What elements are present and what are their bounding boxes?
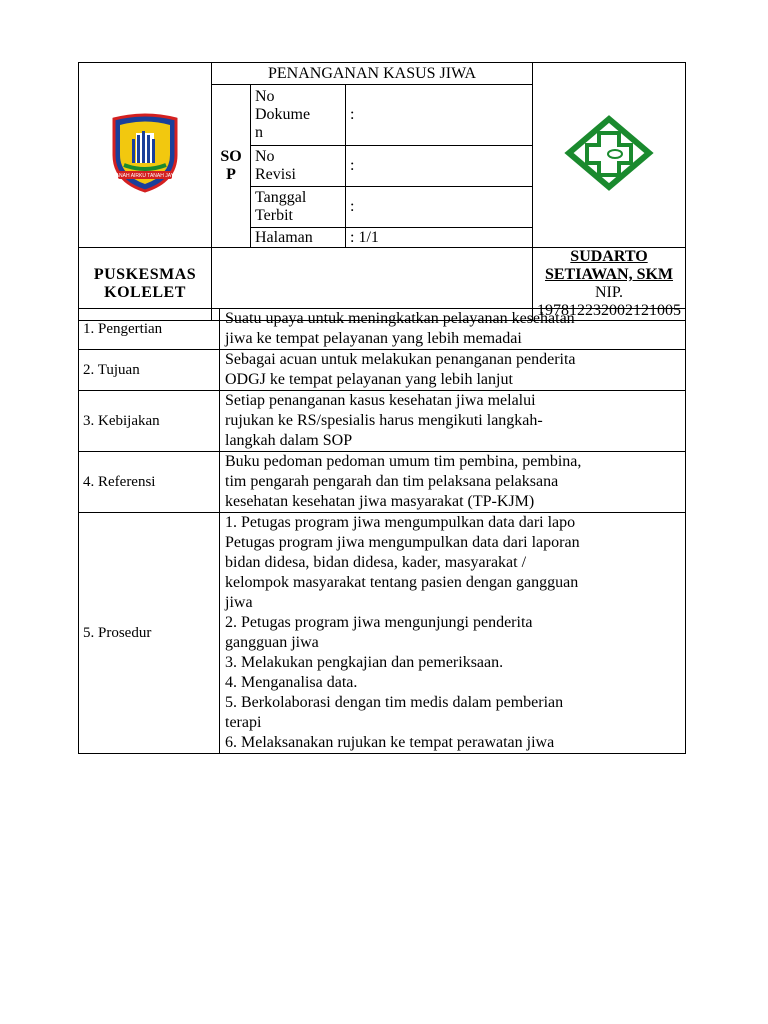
table-row	[79, 391, 686, 452]
row-content: Sebagai acuan untuk melakukan penanganan penderita ODGJ ke tempat pelayanan yang lebih lanjut	[220, 350, 686, 391]
table-row	[79, 309, 686, 350]
field-value-tanggal-terbit: :	[346, 187, 533, 228]
left-logo-cell	[79, 63, 212, 248]
table-row	[79, 452, 686, 513]
right-logo-cell	[533, 63, 686, 248]
sop-label: SO P	[212, 85, 251, 248]
row-content: Setiap penanganan kasus kesehatan jiwa melalui rujukan ke RS/spesialis harus mengikuti langkah- langkah dalam SOP	[220, 391, 686, 452]
row-label: 3. Kebijakan	[79, 391, 220, 452]
row-label: 1. Pengertian	[79, 309, 220, 350]
row-label: 2. Tujuan	[79, 350, 220, 391]
organization-name: PUSKESMAS KOLELET	[79, 248, 212, 321]
puskesmas-logo-icon	[563, 113, 655, 193]
sop-content-table	[78, 308, 686, 754]
document-title: PENANGANAN KASUS JIWA	[212, 63, 533, 85]
field-label-halaman: Halaman	[251, 228, 346, 248]
signer-name: SUDARTO SETIAWAN, SKM	[544, 248, 674, 283]
regency-crest-icon	[110, 113, 180, 193]
row-content: Buku pedoman pedoman umum tim pembina, pembina, tim pengarah pengarah dan tim pelaksana pelaksana kesehatan kesehatan jiwa masyarakat (TP-KJM)	[220, 452, 686, 513]
row-content: 1. Petugas program jiwa mengumpulkan data dari lapo Petugas program jiwa mengumpulkan data dari laporan bidan didesa, bidan didesa, kader, masyarakat / kelompok masyarakat tentang pasien dengan gangguan jiwa 2. Petugas program jiwa mengunjungi penderita gangguan jiwa 3. Melakukan pengkajian dan pemeriksaan. 4. Menganalisa data. 5. Berkolaborasi dengan tim medis dalam pemberian terapi 6. Melaksanakan rujukan ke tempat perawatan jiwa	[220, 513, 686, 754]
table-row	[79, 350, 686, 391]
row-label: 4. Referensi	[79, 452, 220, 513]
field-value-no-dokumen: :	[346, 85, 533, 146]
row-label: 5. Prosedur	[79, 513, 220, 754]
field-value-no-revisi: :	[346, 146, 533, 187]
field-label-no-revisi: No Revisi	[251, 146, 346, 187]
signer-nip: NIP. 197812232002121005	[537, 284, 681, 319]
field-value-halaman: : 1/1	[346, 228, 533, 248]
sop-header-table	[78, 62, 686, 321]
field-label-tanggal-terbit: Tanggal Terbit	[251, 187, 346, 228]
crest-caption: TANAH AIRKU TANAH JAYA	[113, 172, 177, 179]
table-row	[79, 513, 686, 754]
row-content: Suatu upaya untuk meningkatkan pelayanan kesehatan jiwa ke tempat pelayanan yang lebih memadai	[220, 309, 686, 350]
field-label-no-dokumen: No Dokume n	[251, 85, 346, 146]
